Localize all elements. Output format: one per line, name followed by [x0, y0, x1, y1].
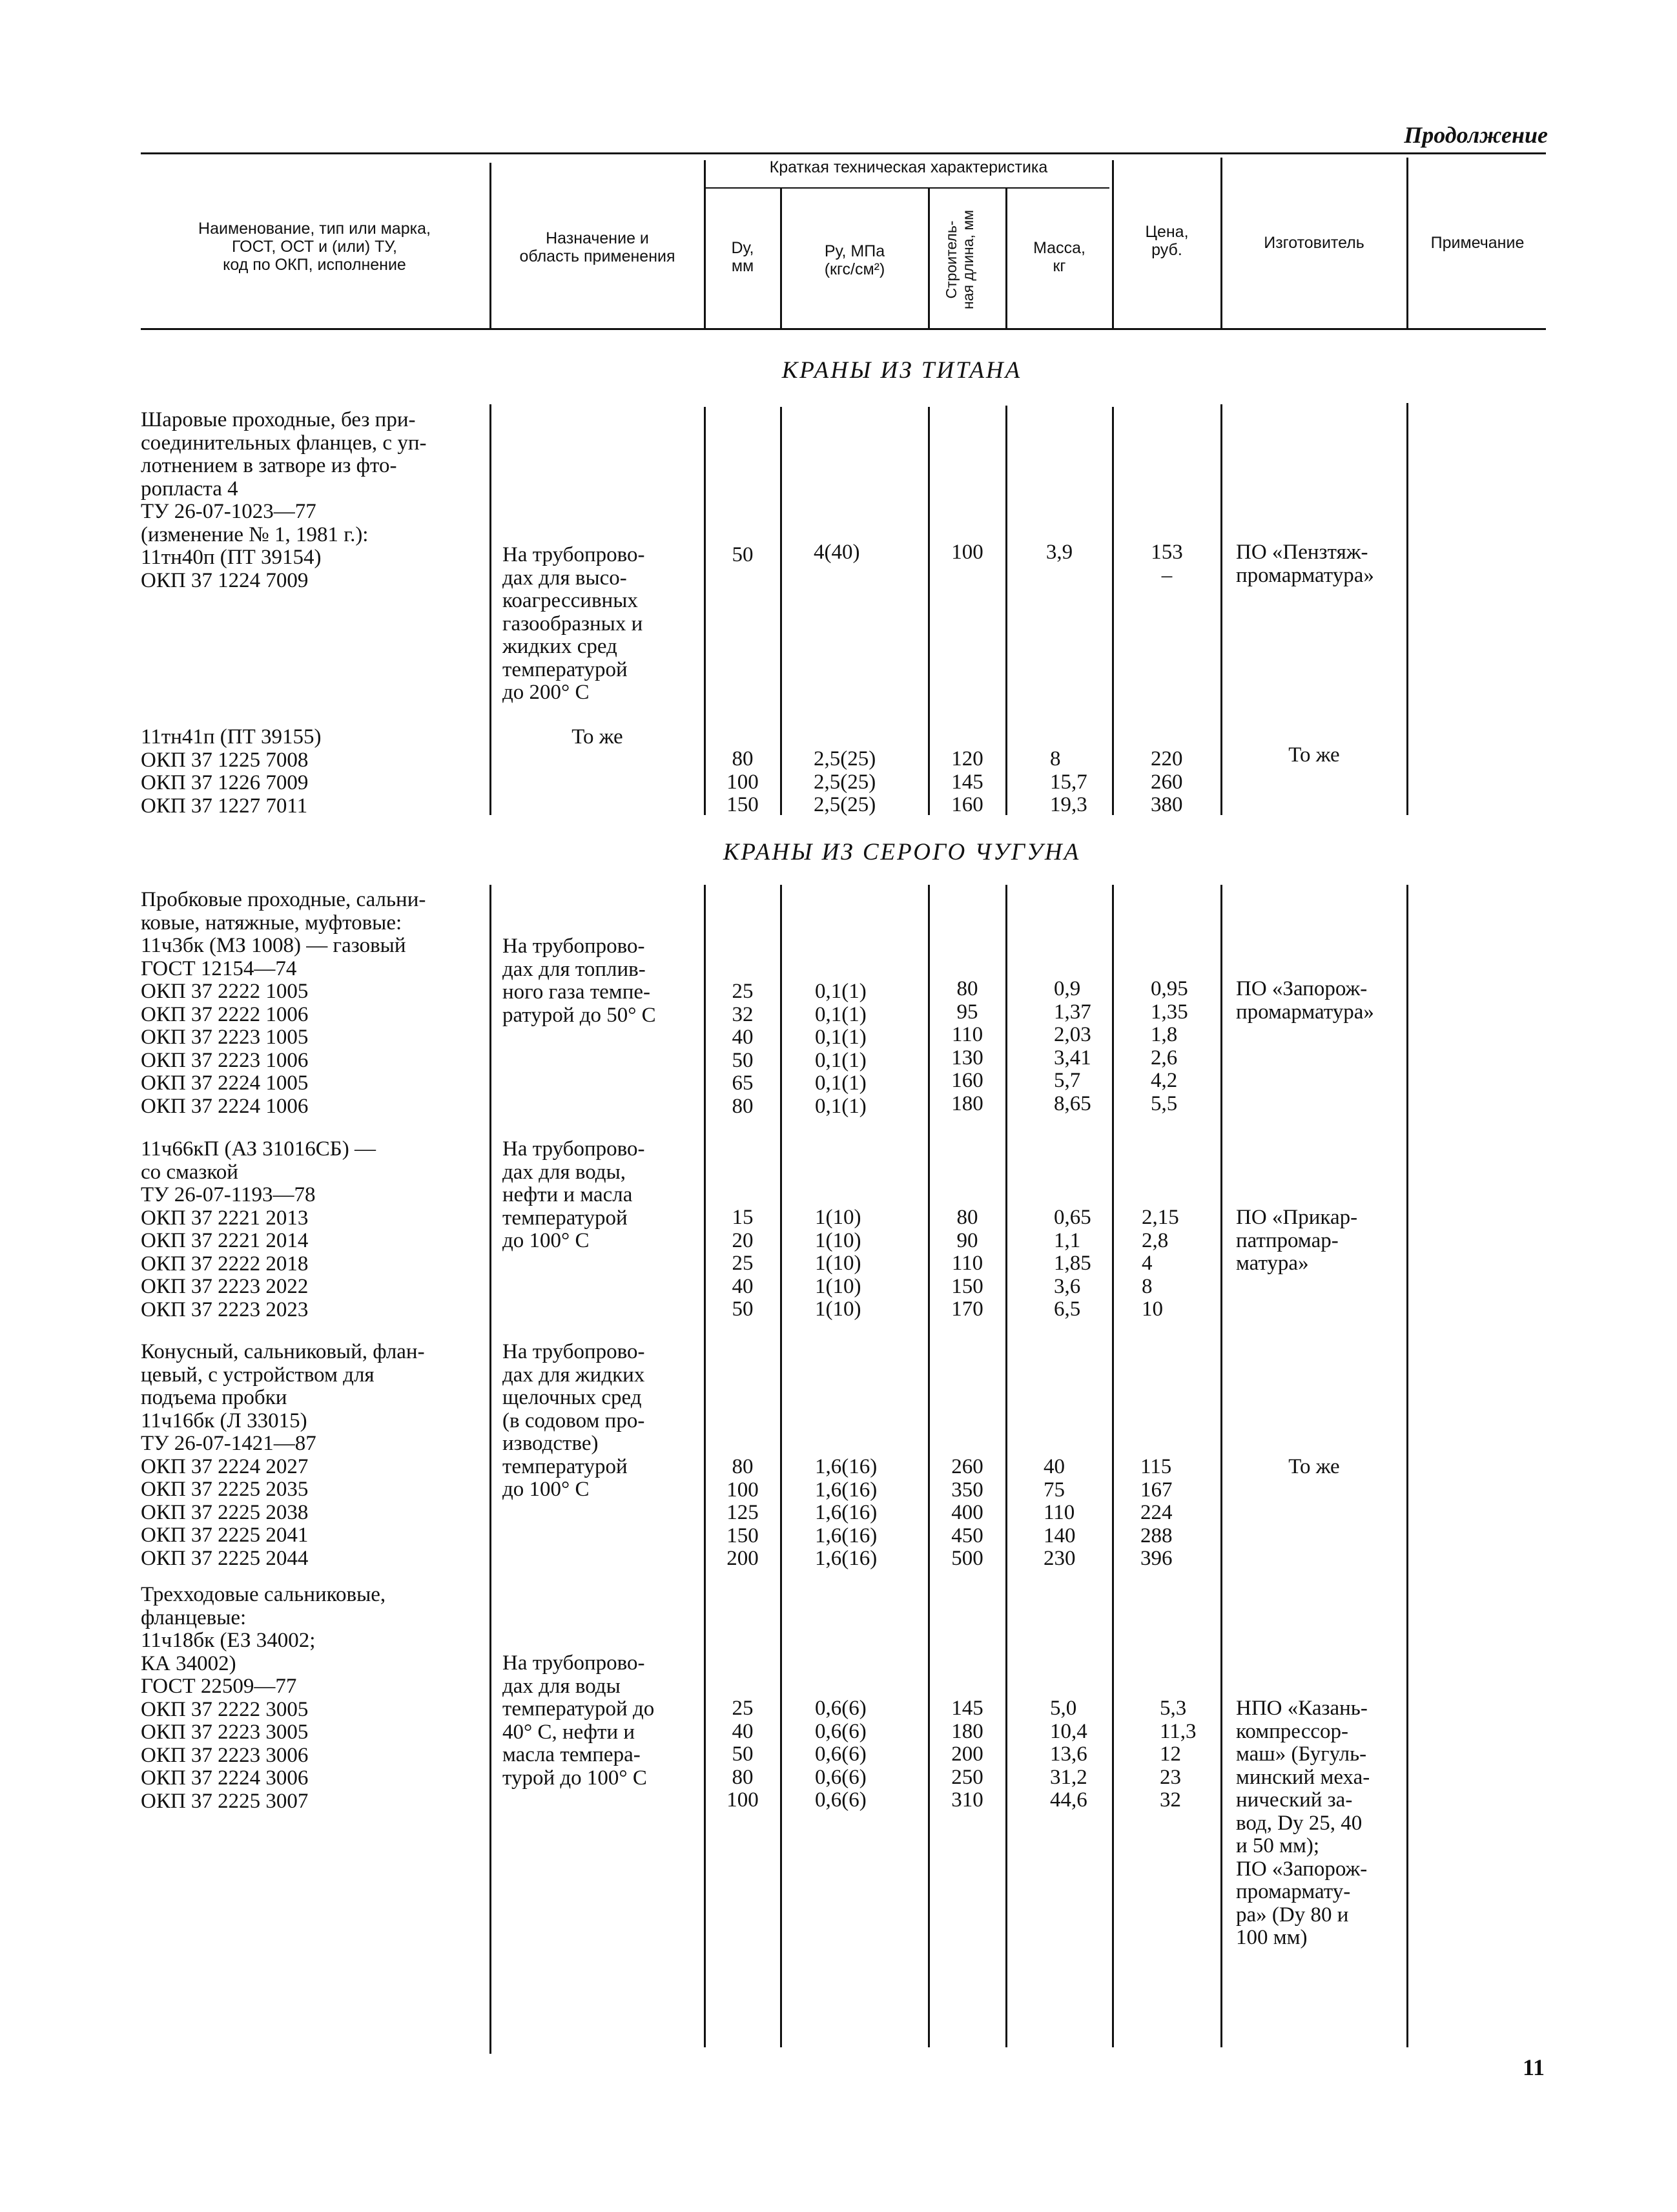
header-divider: [1406, 158, 1408, 329]
item-price: 115 167 224 288 396: [1140, 1455, 1173, 1570]
item-mass: 3,9: [1045, 541, 1073, 564]
item-name: Пробковые проходные, сальни- ковые, натяжные, муфтовые: 11ч3бк (МЗ 1008) — газовый ГОСТ 12154—74 ОКП 37 2222 1005 ОКП 37 2222 1006 ОКП 37 2223 1005 ОКП 37 2223 1006 ОКП 37 2224 1005 ОКП 37 2224 1006: [141, 888, 426, 1118]
item-dy: 50: [732, 543, 754, 566]
column-divider: [489, 885, 491, 2054]
item-length: 80 90 110 150 170: [951, 1206, 983, 1321]
header-name: Наименование, тип или марка, ГОСТ, ОСТ и (или) ТУ, код по ОКП, исполнение: [198, 220, 431, 274]
column-divider: [1112, 885, 1114, 2047]
item-mass: 0,9 1,37 2,03 3,41 5,7 8,65: [1054, 977, 1091, 1115]
tech-subheader-rule: [705, 187, 1109, 189]
header-price: Цена, руб.: [1145, 223, 1189, 259]
header-divider: [1220, 158, 1222, 329]
header-top-rule: [141, 152, 1546, 154]
column-divider: [780, 885, 782, 2047]
item-purpose: На трубопрово- дах для высо- коагрессивных газообразных и жидких сред температурой до 200° С: [502, 543, 645, 704]
item-purpose: На трубопрово- дах для топлив- ного газа темпе- ратурой до 50° С: [502, 935, 656, 1027]
item-mass: 0,65 1,1 1,85 3,6 6,5: [1054, 1206, 1091, 1321]
item-mass: 5,0 10,4 13,6 31,2 44,6: [1050, 1697, 1087, 1812]
item-name: 11ч66кП (АЗ 31016СБ) — со смазкой ТУ 26-07-1193—78 ОКП 37 2221 2013 ОКП 37 2221 2014 ОКП 37 2222 2018 ОКП 37 2223 2022 ОКП 37 2223 2023: [141, 1137, 376, 1321]
item-name: Шаровые проходные, без при- соединительных фланцев, с уп- лотнением в затворе из фто- ропласта 4 ТУ 26-07-1023—77 (изменение № 1, 1981 г.): 11тн40п (ПТ 39154) ОКП 37 1224 7009: [141, 408, 427, 592]
column-divider: [780, 407, 782, 815]
item-dy: 15 20 25 40 50: [732, 1206, 754, 1321]
header-divider: [704, 160, 706, 329]
header-dy: Dу, мм: [731, 239, 754, 275]
item-maker: ПО «Прикар- патпромар- матура»: [1236, 1206, 1358, 1275]
header-divider: [928, 189, 930, 329]
item-price: 220 260 380: [1151, 747, 1183, 816]
item-dy: 25 40 50 80 100: [726, 1697, 759, 1812]
header-py: Pу, МПа (кгс/см²): [824, 242, 885, 278]
header-mass: Масса, кг: [1033, 239, 1085, 275]
item-py: 4(40): [814, 541, 860, 564]
item-length: 145 180 200 250 310: [951, 1697, 983, 1812]
item-mass: 40 75 110 140 230: [1044, 1455, 1076, 1570]
column-divider: [1005, 885, 1007, 2047]
item-name: Трехходовые сальниковые, фланцевые: 11ч18бк (ЕЗ 34002; КА 34002) ГОСТ 22509—77 ОКП 37 2222 3005 ОКП 37 2223 3005 ОКП 37 2223 3006 ОКП 37 2224 3006 ОКП 37 2225 3007: [141, 1583, 386, 1813]
header-tech: Краткая техническая характеристика: [769, 158, 1048, 176]
header-divider: [1112, 160, 1114, 329]
item-py: 0,1(1) 0,1(1) 0,1(1) 0,1(1) 0,1(1) 0,1(1): [815, 980, 867, 1118]
item-py: 2,5(25) 2,5(25) 2,5(25): [814, 747, 876, 816]
item-purpose: На трубопрово- дах для воды, нефти и масла температурой до 100° С: [502, 1137, 645, 1252]
page-number: 11: [1522, 2054, 1545, 2080]
item-maker: То же: [1288, 1455, 1340, 1478]
item-price: 2,15 2,8 4 8 10: [1142, 1206, 1179, 1321]
header-bottom-rule: [141, 328, 1546, 330]
item-maker: ПО «Запорож- промарматура»: [1236, 977, 1374, 1024]
column-divider: [1005, 406, 1007, 815]
header-maker: Изготовитель: [1264, 234, 1364, 252]
column-divider: [1406, 403, 1408, 815]
item-py: 0,6(6) 0,6(6) 0,6(6) 0,6(6) 0,6(6): [815, 1697, 867, 1812]
header-length: Строитель- ная длина, мм: [943, 210, 976, 309]
item-length: 80 95 110 130 160 180: [951, 977, 983, 1115]
section-title: КРАНЫ ИЗ ТИТАНА: [781, 357, 1022, 384]
header-purpose: Назначение и область применения: [519, 229, 675, 265]
item-length: 100: [951, 541, 983, 564]
item-length: 260 350 400 450 500: [951, 1455, 983, 1570]
item-purpose: На трубопрово- дах для жидких щелочных сред (в содовом про- изводстве) температурой до 100° С: [502, 1340, 645, 1501]
item-dy: 80 100 150: [726, 747, 759, 816]
item-length: 120 145 160: [951, 747, 983, 816]
column-divider: [928, 407, 930, 815]
item-py: 1(10) 1(10) 1(10) 1(10) 1(10): [815, 1206, 861, 1321]
item-py: 1,6(16) 1,6(16) 1,6(16) 1,6(16) 1,6(16): [815, 1455, 878, 1570]
item-maker: То же: [1288, 743, 1340, 767]
column-divider: [928, 885, 930, 2047]
item-name: 11тн41п (ПТ 39155) ОКП 37 1225 7008 ОКП 37 1226 7009 ОКП 37 1227 7011: [141, 725, 322, 818]
header-note: Примечание: [1430, 234, 1525, 252]
item-price: 0,95 1,35 1,8 2,6 4,2 5,5: [1151, 977, 1188, 1115]
item-maker: НПО «Казань- компрессор- маш» (Бугуль- минский меха- нический за- вод, Dу 25, 40 и 50 мм); ПО «Запорож- промармату- ра» (Dу 80 и 100 мм): [1236, 1697, 1370, 1949]
item-mass: 8 15,7 19,3: [1050, 747, 1087, 816]
column-divider: [1220, 885, 1222, 2047]
header-divider: [489, 163, 491, 329]
item-dy: 25 32 40 50 65 80: [732, 980, 754, 1118]
item-maker: ПО «Пензтяж- промарматура»: [1236, 541, 1374, 587]
column-divider: [704, 885, 706, 2047]
item-name: Конусный, сальниковый, флан- цевый, с устройством для подъема пробки 11ч16бк (Л 33015) ТУ 26-07-1421—87 ОКП 37 2224 2027 ОКП 37 2225 2035 ОКП 37 2225 2038 ОКП 37 2225 2041 ОКП 37 2225 2044: [141, 1340, 425, 1570]
column-divider: [1406, 885, 1408, 2047]
column-divider: [1220, 404, 1222, 815]
item-price: 153 –: [1151, 541, 1183, 587]
item-purpose: На трубопрово- дах для воды температурой до 40° С, нефти и масла темпера- турой до 100° С: [502, 1651, 655, 1790]
section-title: КРАНЫ ИЗ СЕРОГО ЧУГУНА: [723, 839, 1081, 865]
continuation-label: Продолжение: [1404, 122, 1548, 148]
item-dy: 80 100 125 150 200: [726, 1455, 759, 1570]
item-price: 5,3 11,3 12 23 32: [1160, 1697, 1197, 1812]
header-divider: [1005, 189, 1007, 329]
column-divider: [1112, 407, 1114, 815]
column-divider: [489, 404, 491, 815]
header-divider: [780, 189, 782, 329]
column-divider: [704, 407, 706, 815]
item-purpose: То же: [571, 725, 623, 749]
